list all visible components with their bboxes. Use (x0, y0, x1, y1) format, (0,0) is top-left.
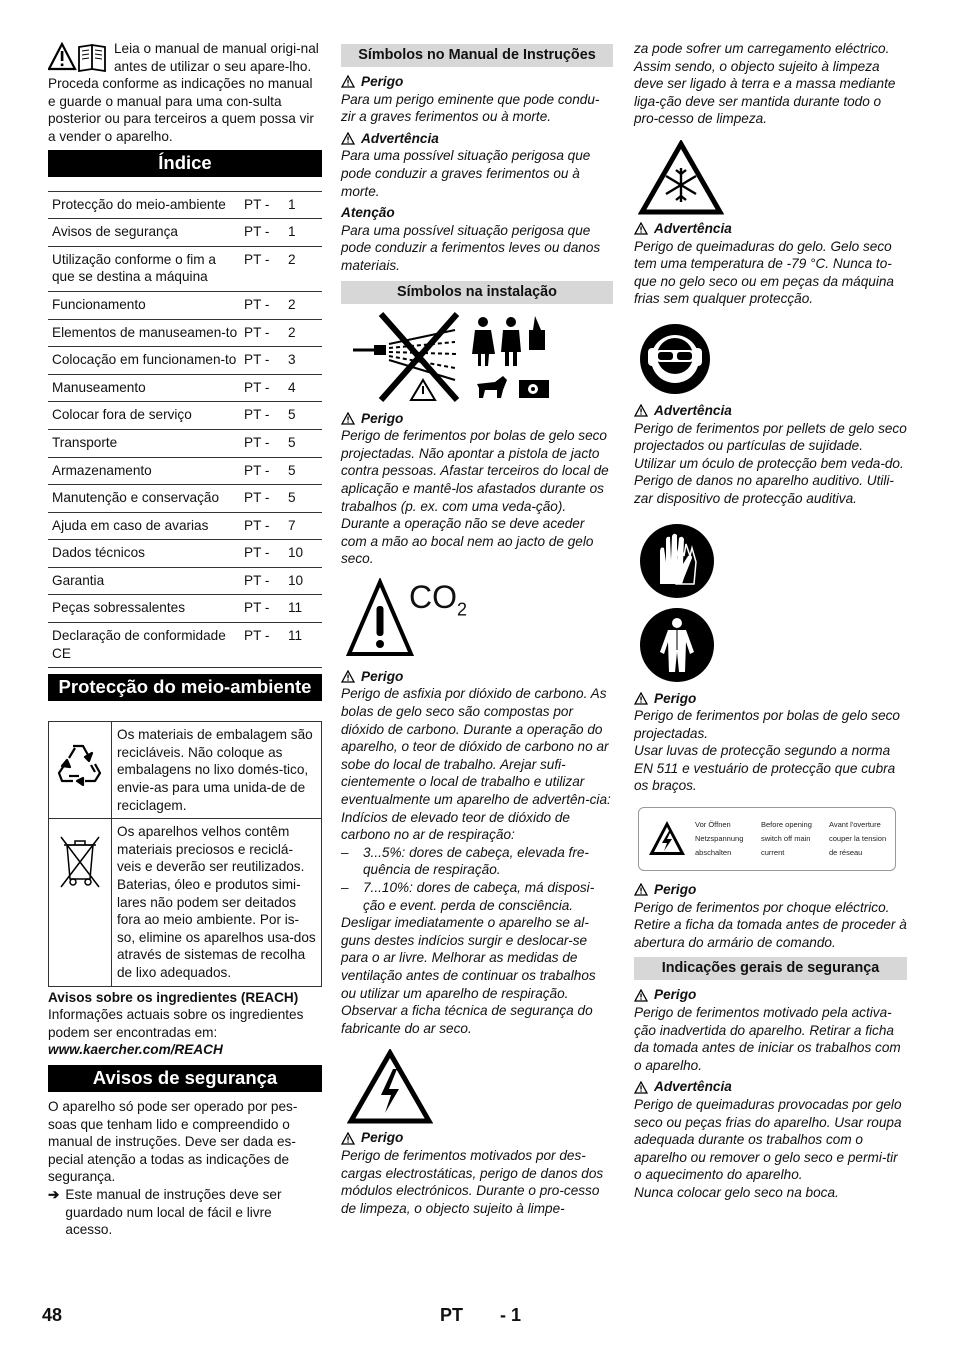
index-row-prefix: PT - (242, 219, 284, 247)
warning-triangle-icon (341, 132, 355, 145)
index-row[interactable] (48, 457, 322, 485)
index-row-prefix: PT - (242, 457, 284, 485)
arrow-right-icon: ➔ (48, 1186, 60, 1202)
index-row-label: Protecção do meio-ambiente (48, 191, 242, 219)
general-advertencia-text: Perigo de queimaduras provocadas por gelo seco ou peças frias do aparelho. Usar roupa adequada durante os trabalhos com o aparelho ou remover o gelo seco e permi-tir o aquecimento do aparelho. (634, 1097, 902, 1183)
environment-heading: Protecção do meio-ambiente (48, 674, 322, 701)
index-row-prefix: PT - (242, 540, 284, 568)
index-row-prefix: PT - (242, 347, 284, 375)
hearing-text: Perigo de danos no aparelho auditivo. Utili-zar dispositivo de protecção auditiva. (634, 473, 894, 506)
frost-advertencia-heading: Advertência (634, 220, 907, 238)
general-advertencia-text2: Nunca colocar gelo seco na boca. (634, 1184, 839, 1200)
index-row-label: Colocação em funcionamen-to (48, 347, 242, 375)
index-row-page: 3 (284, 347, 322, 375)
recycle-icon-cell (49, 722, 112, 819)
general-perigo-heading: Perigo (634, 986, 907, 1004)
intro-text: Leia o manual de manual origi-nal antes de utilizar o seu apare-lho. Proceda conforme as indicações no manual e guarde o manual para uma con-sulta posterior ou para terceiros a quem possa vir a vender o aparelho. (48, 41, 319, 144)
shock-text: Perigo de ferimentos por choque eléctrico. Retire a ficha da tomada antes de proceder à abertura do armário de comando. (634, 899, 907, 950)
reach-link[interactable]: www.kaercher.com/REACH (48, 1042, 223, 1058)
index-row[interactable] (48, 191, 322, 219)
column-left (48, 40, 322, 1239)
continued-text: za pode sofrer um carregamento eléctrico. Assim sendo, o objecto sujeito à limpeza deve ser ligado à terra e a massa mediante liga-ção deve ser mantida durante todo o pro-cesso de limpeza. (634, 41, 896, 127)
symbols-manual-heading: Símbolos no Manual de Instruções (341, 44, 613, 67)
perigo-heading: Perigo (341, 73, 613, 91)
safety-bullet-text: Este manual de instruções deve ser guardado num local de fácil e livre acesso. (65, 1186, 282, 1238)
warning-triangle-icon (341, 412, 355, 425)
index-row-label: Colocar fora de serviço (48, 402, 242, 430)
warning-triangle-icon (341, 75, 355, 88)
warning-triangle-icon (341, 1132, 355, 1145)
gloves-text2: Usar luvas de protecção segundo a norma EN 511 e vestuário de protecção que cubra os braços. (634, 743, 896, 794)
reach-text: Informações actuais sobre os ingredientes podem ser encontradas em: (48, 1007, 304, 1040)
atencao-heading: Atenção (341, 205, 395, 221)
index-row-label: Garantia (48, 567, 242, 595)
warning-triangle-icon (634, 1081, 648, 1094)
index-row-label: Elementos de manuseamen-to (48, 319, 242, 347)
install-perigo-3-heading: Perigo (341, 1129, 613, 1147)
index-row[interactable] (48, 219, 322, 247)
install-perigo-1-text: Perigo de ferimentos por bolas de gelo seco projectadas. Não apontar a pistola de jacto contra pessoas. Afastar terceiros do local de aplicação e mantê-los afastados durante os trabalhos (p. ex. com uma veda-ção). (341, 428, 609, 514)
index-row-label: Peças sobressalentes (48, 595, 242, 623)
index-row-page: 10 (284, 567, 322, 595)
environment-table (48, 721, 322, 986)
symbols-install-heading: Símbolos na instalação (341, 281, 613, 304)
index-row-prefix: PT - (242, 485, 284, 513)
shock-perigo-heading: Perigo (634, 881, 907, 899)
install-perigo-3-text: Perigo de ferimentos motivados por des-cargas electrostáticas, perigo de danos dos módulos electrónicos. Durante o pro-cesso de limpeza, o objecto sujeito à limpe- (341, 1147, 604, 1216)
index-row-page: 10 (284, 540, 322, 568)
index-row[interactable] (48, 319, 322, 347)
index-row-label: Utilização conforme o fim a que se destina a máquina (48, 246, 242, 291)
index-row-page: 1 (284, 219, 322, 247)
warning-triangle-icon (634, 222, 648, 235)
page-number: 48 (42, 1305, 63, 1325)
index-row-prefix: PT - (242, 429, 284, 457)
index-row[interactable] (48, 567, 322, 595)
co2-label: CO (409, 578, 457, 615)
weee-icon-cell (49, 819, 112, 986)
recycle-text: Os materiais de embalagem são recicláveis. Não coloque as embalagens no lixo domés-tico, envie-as para uma unida-de de reciclagem. (112, 722, 322, 819)
intro-block (48, 40, 322, 146)
safety-text: O aparelho só pode ser operado por pes-soas que tenham lido e compreendido o manual de instruções. Deve ser dada es-pecial atenção a todas as indicações de segurança. (48, 1098, 298, 1185)
weee-text: Os aparelhos velhos contêm materiais preciosos e reciclá-veis e deverão ser reutilizados. Baterias, óleo e produtos simi-lares não podem ser deitados fora ao meio ambiente. Por is-so, elimine os aparelhos usa-dos através de sistemas de recolha de lixo adequados. (112, 819, 322, 986)
index-row-page: 5 (284, 485, 322, 513)
install-perigo-1-heading: Perigo (341, 410, 613, 428)
footer-section: - 1 (500, 1305, 522, 1325)
index-row-label: Armazenamento (48, 457, 242, 485)
index-row-prefix: PT - (242, 191, 284, 219)
index-row-page: 4 (284, 374, 322, 402)
index-row[interactable] (48, 429, 322, 457)
index-row-page: 2 (284, 319, 322, 347)
index-row-prefix: PT - (242, 246, 284, 291)
warning-triangle-icon (634, 692, 648, 705)
index-row[interactable] (48, 485, 322, 513)
index-row-prefix: PT - (242, 374, 284, 402)
index-row-page: 2 (284, 291, 322, 319)
co2-pictogram (341, 578, 613, 664)
warning-triangle-icon (634, 989, 648, 1002)
mains-warning-label: Vor Öffnen Netzspannung abschalten Before opening switch off main current Avant l'overture couper la tension de réseau (638, 807, 896, 871)
warning-triangle-icon (634, 883, 648, 896)
index-row-label: Ajuda em caso de avarias (48, 512, 242, 540)
frost-warning-icon (638, 140, 724, 216)
index-row-page: 7 (284, 512, 322, 540)
index-row-prefix: PT - (242, 567, 284, 595)
safety-bullet (48, 1186, 322, 1239)
index-row-label: Transporte (48, 429, 242, 457)
index-row-page: 5 (284, 402, 322, 430)
index-row-label: Avisos de segurança (48, 219, 242, 247)
index-row[interactable] (48, 595, 322, 623)
gloves-icon (638, 522, 716, 600)
gloves-perigo-heading: Perigo (634, 690, 907, 708)
index-heading: Índice (48, 150, 322, 177)
eye-ear-protection-icon (638, 322, 712, 396)
atencao-text: Para uma possível situação perigosa que pode conduzir a ferimentos leves ou danos materiais. (341, 222, 601, 273)
protective-suit-icon (638, 606, 716, 684)
index-row-prefix: PT - (242, 595, 284, 623)
index-row-page: 5 (284, 457, 322, 485)
index-row-prefix: PT - (242, 319, 284, 347)
co2-warning-icon (345, 578, 415, 660)
gloves-text: Perigo de ferimentos por bolas de gelo seco projectadas. (634, 708, 900, 741)
frost-text: Perigo de queimaduras do gelo. Gelo seco tem uma temperatura de -79 °C. Nunca to-que no gelo seco ou em peças da máquina frias sem qualquer protecção. (634, 238, 894, 307)
index-row-prefix: PT - (242, 402, 284, 430)
perigo-text: Para um perigo eminente que pode condu-zir a graves ferimentos ou à morte. (341, 91, 600, 125)
index-table (48, 191, 322, 669)
index-row[interactable] (48, 246, 322, 291)
index-row-prefix: PT - (242, 623, 284, 668)
electric-shock-icon (347, 1049, 433, 1125)
column-middle (341, 40, 613, 1217)
install-perigo-2-text: Perigo de asfixia por dióxido de carbono. As bolas de gelo seco são compostas por dióxido de carbono. Durante a operação do aparelho, o teor de dióxido de carbono no ar sobe do local de trabalho. Arejar sufi-cientemente o local de trabalho e utilizar eventualmente um aparelho de advertên-cia: Indícios de elevado teor de dióxido de carbono no ar de respiração: (341, 686, 611, 843)
reach-title: Avisos sobre os ingredientes (REACH) (48, 989, 299, 1005)
index-row-label: Declaração de conformidade CE (48, 623, 242, 668)
index-row-prefix: PT - (242, 291, 284, 319)
index-row[interactable] (48, 374, 322, 402)
index-row[interactable] (48, 540, 322, 568)
co2-level-1: – 3...5%: dores de cabeça, elevada fre-quência de respiração. (341, 844, 589, 878)
index-row-page: 5 (284, 429, 322, 457)
install-perigo-1-text2: Durante a operação não se deve aceder com a mão ao bocal nem ao jacto de gelo seco. (341, 516, 594, 567)
column-right (634, 40, 907, 1202)
warning-triangle-icon (634, 404, 648, 417)
index-row-label: Dados técnicos (48, 540, 242, 568)
general-safety-heading: Indicações gerais de segurança (634, 957, 907, 980)
index-row[interactable] (48, 623, 322, 668)
install-perigo-2-text2: Desligar imediatamente o aparelho se al-guns destes indícios surgir e deslocar-se para o ar livre. Melhorar as medidas de ventilação antes de continuar os trabalhos ou utilizar um aparelho de respiração. Observar a ficha técnica de segurança do fabricante do ar seco. (341, 915, 596, 1036)
index-row-page: 11 (284, 623, 322, 668)
advertencia-heading: Advertência (341, 130, 613, 148)
warning-manual-icon (48, 42, 108, 72)
index-row-page: 2 (284, 246, 322, 291)
recycle-icon (55, 738, 105, 788)
co2-subscript: 2 (457, 599, 468, 620)
index-row[interactable] (48, 347, 322, 375)
footer-language: PT (440, 1305, 464, 1325)
index-row[interactable] (48, 402, 322, 430)
index-row[interactable] (48, 291, 322, 319)
advertencia-text: Para uma possível situação perigosa que pode conduzir a graves ferimentos ou à morte. (341, 148, 591, 199)
index-row-page: 1 (284, 191, 322, 219)
safety-heading: Avisos de segurança (48, 1065, 322, 1092)
index-row-page: 11 (284, 595, 322, 623)
general-advertencia-heading: Advertência (634, 1078, 907, 1096)
index-row-label: Manuseamento (48, 374, 242, 402)
index-row[interactable] (48, 512, 322, 540)
warning-triangle-icon (341, 670, 355, 683)
electric-shock-icon (647, 819, 687, 859)
index-row-prefix: PT - (242, 512, 284, 540)
goggles-advertencia-heading: Advertência (634, 402, 907, 420)
crossed-bin-icon (55, 831, 105, 891)
general-perigo-text: Perigo de ferimentos motivado pela activa-ção inadvertida do aparelho. Retirar a ficha da tomada antes de iniciar os trabalhos com o aparelho. (634, 1005, 901, 1073)
goggles-text: Perigo de ferimentos por pellets de gelo seco projectados ou partículas de sujidade. Utilizar um óculo de protecção bem veda-do. (634, 420, 907, 471)
no-spray-at-persons-pictogram (345, 310, 565, 406)
co2-level-2: – 7...10%: dores de cabeça, má disposi-ção e event. perda de consciência. (341, 880, 595, 913)
index-row-label: Funcionamento (48, 291, 242, 319)
install-perigo-2-heading: Perigo (341, 668, 613, 686)
index-row-label: Manutenção e conservação (48, 485, 242, 513)
